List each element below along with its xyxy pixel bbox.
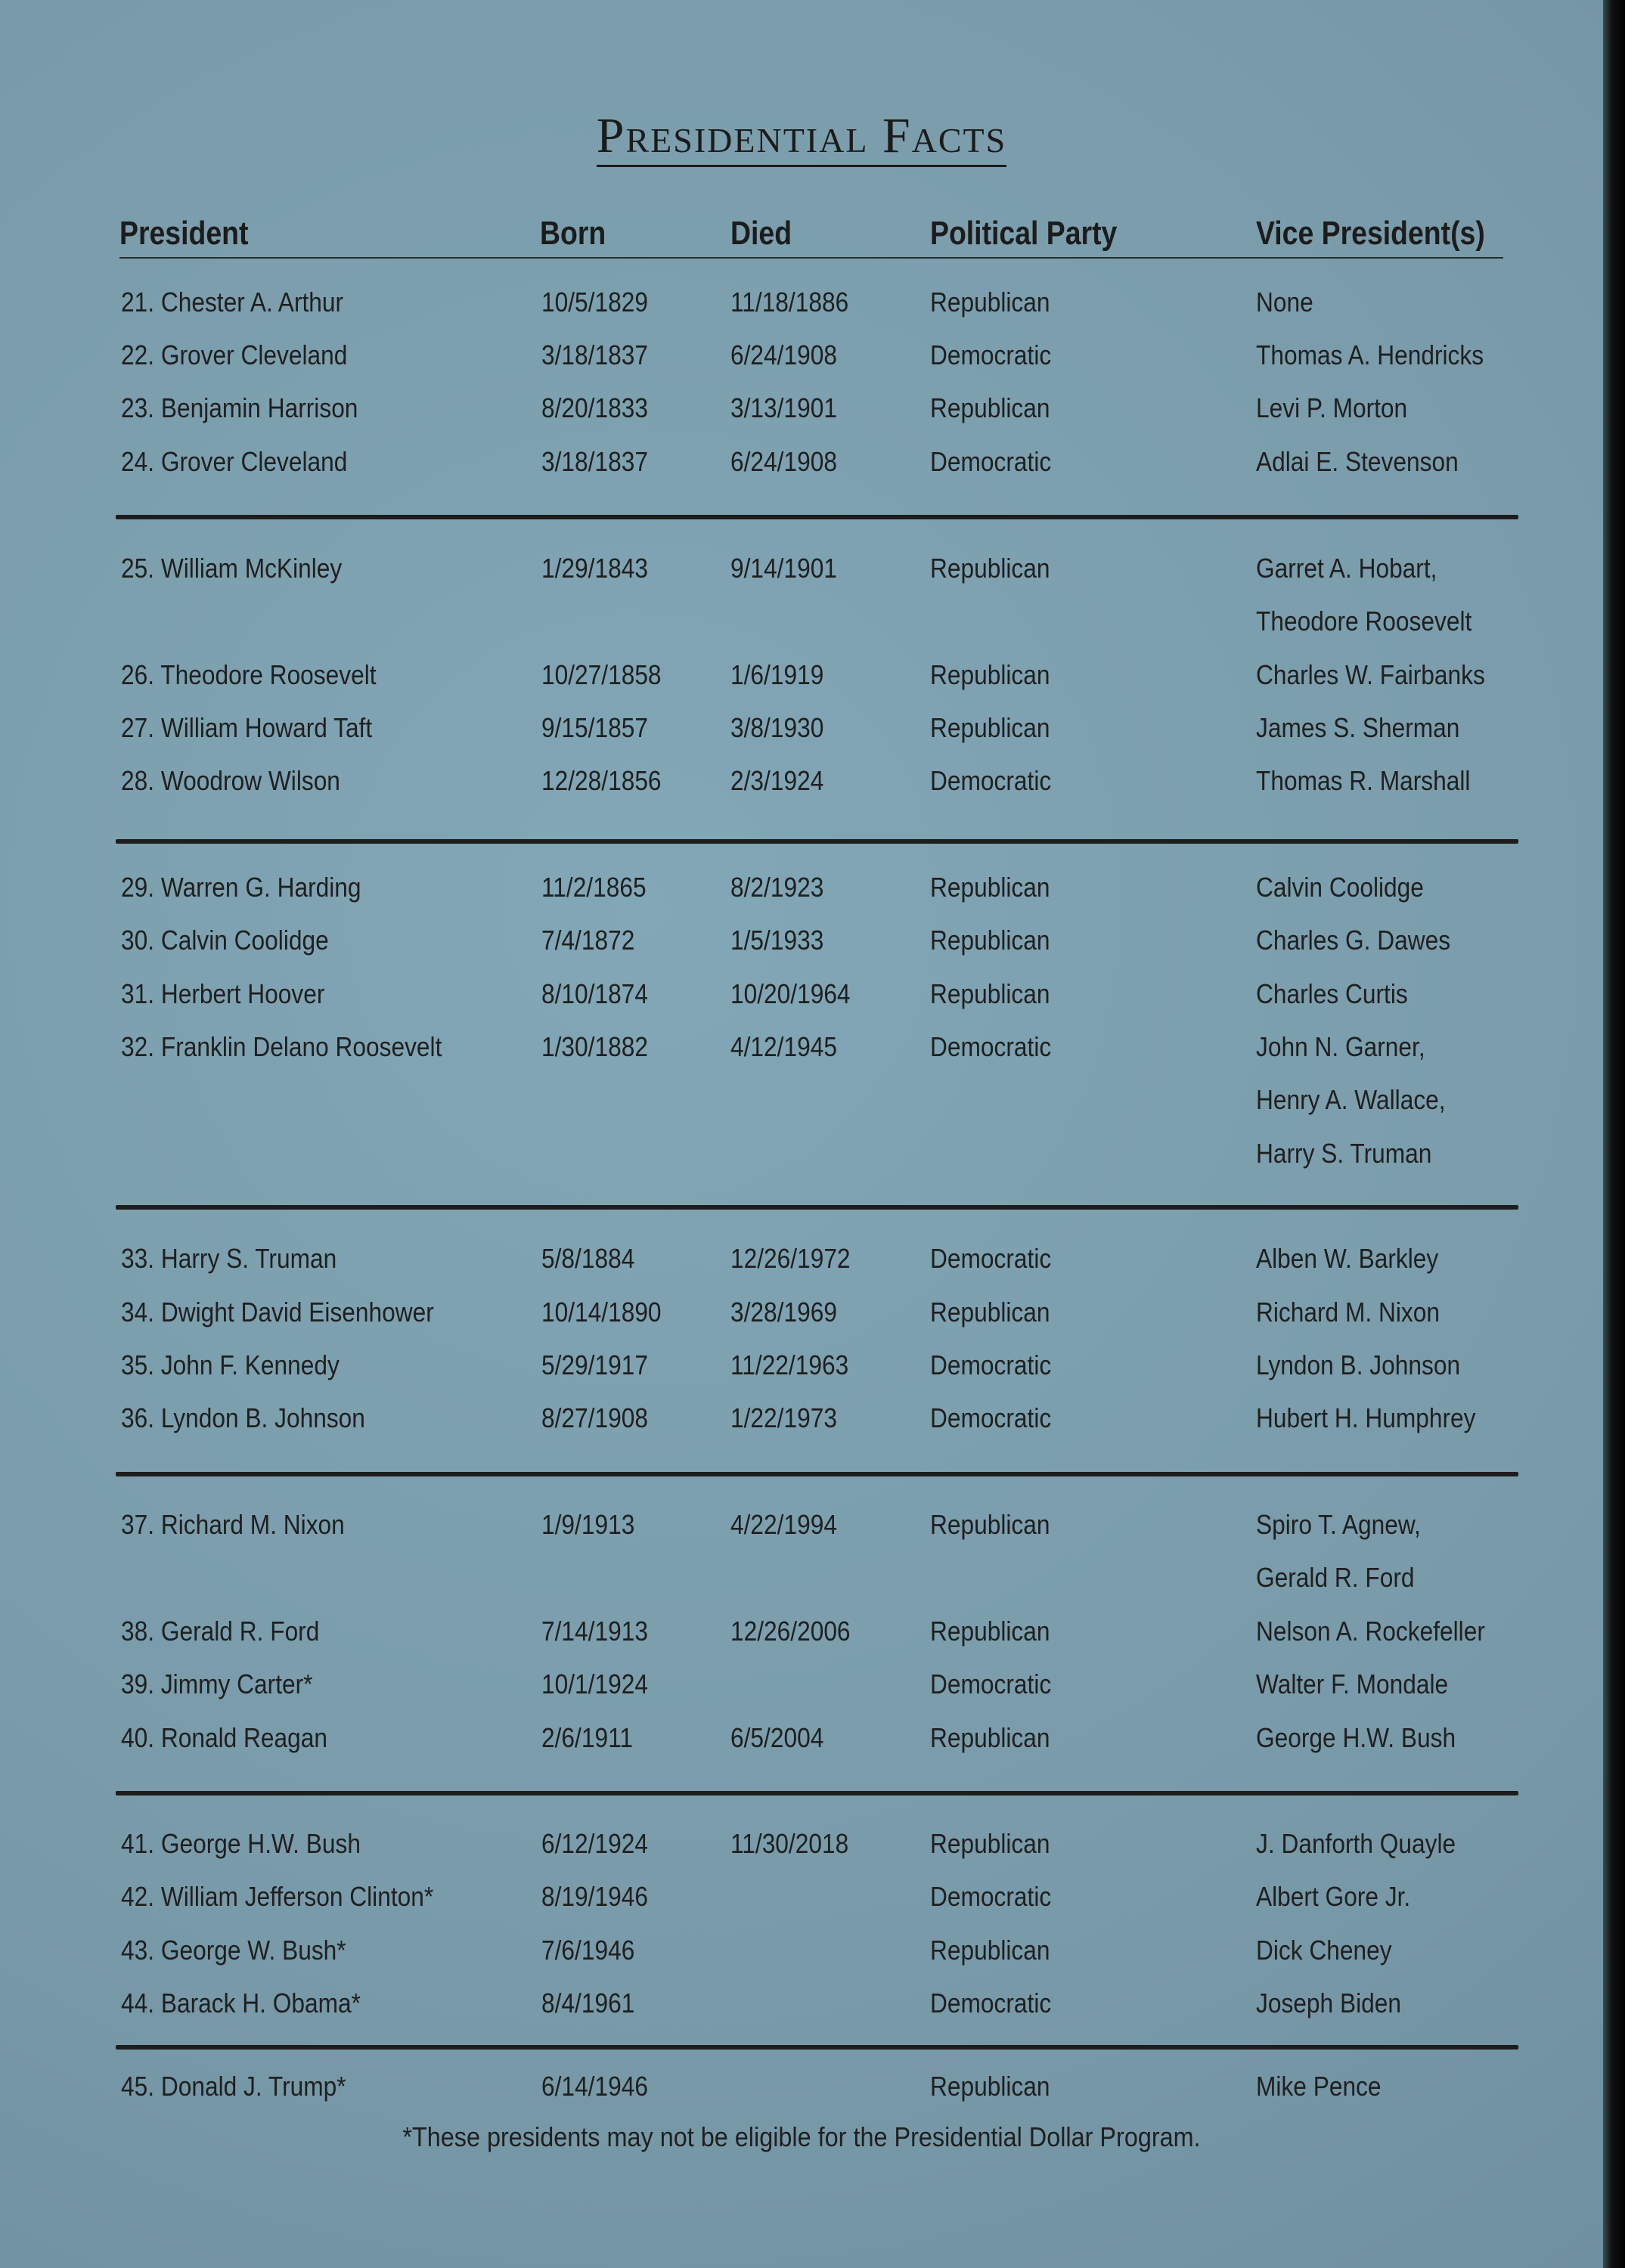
died-cell: 3/13/1901 <box>730 392 837 423</box>
president-cell: 39. Jimmy Carter* <box>121 1668 313 1699</box>
table-row <box>0 1668 1603 1714</box>
group-divider <box>116 515 1518 519</box>
table-row <box>0 872 1603 917</box>
born-cell: 10/14/1890 <box>541 1297 662 1328</box>
vp-cell: Spiro T. Agnew, <box>1256 1509 1421 1540</box>
vp-cell: Walter F. Mondale <box>1256 1668 1449 1699</box>
vp-cell: Alben W. Barkley <box>1256 1243 1439 1274</box>
table-header <box>119 210 1503 259</box>
died-cell: 1/22/1973 <box>730 1402 837 1433</box>
president-cell: 25. William McKinley <box>121 553 343 584</box>
group-divider <box>116 1205 1518 1210</box>
born-cell: 6/14/1946 <box>541 2071 648 2102</box>
vp-cell: Gerald R. Ford <box>1256 1562 1415 1593</box>
born-cell: 10/27/1858 <box>541 659 662 690</box>
group-divider <box>116 2045 1518 2050</box>
column-header-died: Died <box>730 215 792 252</box>
table-row <box>0 446 1603 491</box>
table-row <box>0 978 1603 1024</box>
born-cell: 2/6/1911 <box>541 1722 633 1753</box>
group-divider <box>116 839 1518 844</box>
died-cell: 2/3/1924 <box>730 765 824 796</box>
table-row <box>0 1509 1603 1554</box>
party-cell: Republican <box>930 872 1050 903</box>
president-cell: 21. Chester A. Arthur <box>121 287 344 318</box>
table-row <box>0 1562 1603 1607</box>
vp-cell: Richard M. Nixon <box>1256 1297 1440 1328</box>
president-cell: 41. George H.W. Bush <box>121 1828 361 1859</box>
vp-cell: Garret A. Hobart, <box>1256 553 1437 584</box>
born-cell: 7/6/1946 <box>541 1935 635 1966</box>
president-cell: 23. Benjamin Harrison <box>121 392 358 423</box>
died-cell: 11/22/1963 <box>730 1349 849 1380</box>
column-header-born: Born <box>540 215 606 252</box>
died-cell: 8/2/1923 <box>730 872 824 903</box>
president-cell: 45. Donald J. Trump* <box>121 2071 346 2102</box>
party-cell: Republican <box>930 712 1050 743</box>
page-title <box>0 107 1603 165</box>
table-row <box>0 1935 1603 1980</box>
president-cell: 33. Harry S. Truman <box>121 1243 337 1274</box>
vp-cell: Charles Curtis <box>1256 978 1408 1009</box>
party-cell: Republican <box>930 978 1050 1009</box>
table-row <box>0 1402 1603 1448</box>
vp-cell: Henry A. Wallace, <box>1256 1084 1446 1115</box>
born-cell: 1/30/1882 <box>541 1031 648 1062</box>
president-cell: 24. Grover Cleveland <box>121 446 348 477</box>
group-divider <box>116 1791 1518 1796</box>
table-row <box>0 1881 1603 1926</box>
vp-cell: Theodore Roosevelt <box>1256 606 1472 637</box>
president-cell: 31. Herbert Hoover <box>121 978 325 1009</box>
party-cell: Republican <box>930 1616 1050 1647</box>
president-cell: 37. Richard M. Nixon <box>121 1509 345 1540</box>
died-cell: 3/28/1969 <box>730 1297 837 1328</box>
vp-cell: Charles W. Fairbanks <box>1256 659 1485 690</box>
column-header-party: Political Party <box>930 215 1118 252</box>
table-row <box>0 1243 1603 1288</box>
president-cell: 44. Barack H. Obama* <box>121 1988 361 2019</box>
president-cell: 26. Theodore Roosevelt <box>121 659 377 690</box>
president-cell: 38. Gerald R. Ford <box>121 1616 320 1647</box>
born-cell: 9/15/1857 <box>541 712 648 743</box>
party-cell: Republican <box>930 1935 1050 1966</box>
born-cell: 1/9/1913 <box>541 1509 635 1540</box>
born-cell: 10/1/1924 <box>541 1668 648 1699</box>
party-cell: Republican <box>930 925 1050 956</box>
table-row <box>0 392 1603 438</box>
born-cell: 10/5/1829 <box>541 287 648 318</box>
died-cell: 1/5/1933 <box>730 925 824 956</box>
table-row <box>0 1297 1603 1342</box>
born-cell: 11/2/1865 <box>541 872 647 903</box>
vp-cell: Nelson A. Rockefeller <box>1256 1616 1485 1647</box>
table-row <box>0 1616 1603 1661</box>
vp-cell: Levi P. Morton <box>1256 392 1408 423</box>
president-cell: 42. William Jefferson Clinton* <box>121 1881 434 1912</box>
died-cell: 4/12/1945 <box>730 1031 837 1062</box>
born-cell: 1/29/1843 <box>541 553 648 584</box>
born-cell: 12/28/1856 <box>541 765 662 796</box>
party-cell: Republican <box>930 287 1050 318</box>
born-cell: 8/10/1874 <box>541 978 648 1009</box>
table-row <box>0 1084 1603 1129</box>
president-cell: 36. Lyndon B. Johnson <box>121 1402 365 1433</box>
president-cell: 29. Warren G. Harding <box>121 872 361 903</box>
column-header-vp: Vice President(s) <box>1256 215 1485 252</box>
party-cell: Democratic <box>930 1668 1052 1699</box>
vp-cell: Joseph Biden <box>1256 1988 1401 2019</box>
died-cell: 3/8/1930 <box>730 712 824 743</box>
born-cell: 8/20/1833 <box>541 392 648 423</box>
vp-cell: None <box>1256 287 1313 318</box>
vp-cell: Harry S. Truman <box>1256 1138 1432 1169</box>
party-cell: Democratic <box>930 339 1052 370</box>
died-cell: 4/22/1994 <box>730 1509 837 1540</box>
page-title-text: Presidential Facts <box>597 108 1006 167</box>
vp-cell: Albert Gore Jr. <box>1256 1881 1411 1912</box>
table-row <box>0 287 1603 332</box>
born-cell: 6/12/1924 <box>541 1828 648 1859</box>
party-cell: Democratic <box>930 446 1052 477</box>
died-cell: 6/24/1908 <box>730 339 837 370</box>
party-cell: Republican <box>930 392 1050 423</box>
party-cell: Republican <box>930 1722 1050 1753</box>
vp-cell: Thomas A. Hendricks <box>1256 339 1484 370</box>
president-cell: 34. Dwight David Eisenhower <box>121 1297 434 1328</box>
party-cell: Republican <box>930 1509 1050 1540</box>
vp-cell: Calvin Coolidge <box>1256 872 1424 903</box>
party-cell: Democratic <box>930 1988 1052 2019</box>
born-cell: 5/29/1917 <box>541 1349 648 1380</box>
footnote: *These presidents may not be eligible for the Presidential Dollar Program. <box>402 2121 1201 2152</box>
died-cell: 12/26/1972 <box>730 1243 851 1274</box>
vp-cell: Hubert H. Humphrey <box>1256 1402 1476 1433</box>
president-cell: 30. Calvin Coolidge <box>121 925 329 956</box>
party-cell: Republican <box>930 2071 1050 2102</box>
born-cell: 3/18/1837 <box>541 446 648 477</box>
died-cell: 6/5/2004 <box>730 1722 824 1753</box>
party-cell: Republican <box>930 553 1050 584</box>
party-cell: Democratic <box>930 1243 1052 1274</box>
table-row <box>0 2071 1603 2116</box>
president-cell: 32. Franklin Delano Roosevelt <box>121 1031 442 1062</box>
party-cell: Democratic <box>930 1881 1052 1912</box>
table-row <box>0 1988 1603 2033</box>
born-cell: 8/27/1908 <box>541 1402 648 1433</box>
table-row <box>0 659 1603 705</box>
page-edge-shadow <box>1603 0 1625 2268</box>
vp-cell: George H.W. Bush <box>1256 1722 1456 1753</box>
president-cell: 22. Grover Cleveland <box>121 339 348 370</box>
vp-cell: Mike Pence <box>1256 2071 1382 2102</box>
party-cell: Democratic <box>930 765 1052 796</box>
president-cell: 28. Woodrow Wilson <box>121 765 340 796</box>
table-row <box>0 1722 1603 1768</box>
vp-cell: Lyndon B. Johnson <box>1256 1349 1461 1380</box>
column-header-president: President <box>119 215 249 252</box>
table-row <box>0 606 1603 651</box>
party-cell: Republican <box>930 659 1050 690</box>
died-cell: 10/20/1964 <box>730 978 851 1009</box>
born-cell: 7/4/1872 <box>541 925 635 956</box>
born-cell: 3/18/1837 <box>541 339 648 370</box>
vp-cell: Thomas R. Marshall <box>1256 765 1471 796</box>
vp-cell: John N. Garner, <box>1256 1031 1425 1062</box>
table-row <box>0 1828 1603 1873</box>
vp-cell: James S. Sherman <box>1256 712 1460 743</box>
died-cell: 11/18/1886 <box>730 287 849 318</box>
president-cell: 43. George W. Bush* <box>121 1935 346 1966</box>
table-row <box>0 553 1603 598</box>
party-cell: Democratic <box>930 1031 1052 1062</box>
vp-cell: Adlai E. Stevenson <box>1256 446 1459 477</box>
died-cell: 12/26/2006 <box>730 1616 851 1647</box>
president-cell: 40. Ronald Reagan <box>121 1722 328 1753</box>
born-cell: 8/4/1961 <box>541 1988 635 2019</box>
died-cell: 6/24/1908 <box>730 446 837 477</box>
vp-cell: Charles G. Dawes <box>1256 925 1451 956</box>
table-row <box>0 1349 1603 1395</box>
president-cell: 35. John F. Kennedy <box>121 1349 340 1380</box>
born-cell: 7/14/1913 <box>541 1616 648 1647</box>
born-cell: 5/8/1884 <box>541 1243 635 1274</box>
party-cell: Democratic <box>930 1349 1052 1380</box>
table-row <box>0 765 1603 810</box>
group-divider <box>116 1472 1518 1476</box>
vp-cell: J. Danforth Quayle <box>1256 1828 1456 1859</box>
party-cell: Republican <box>930 1828 1050 1859</box>
table-row <box>0 339 1603 385</box>
born-cell: 8/19/1946 <box>541 1881 648 1912</box>
president-cell: 27. William Howard Taft <box>121 712 373 743</box>
died-cell: 11/30/2018 <box>730 1828 849 1859</box>
died-cell: 1/6/1919 <box>730 659 824 690</box>
table-row <box>0 925 1603 970</box>
vp-cell: Dick Cheney <box>1256 1935 1392 1966</box>
died-cell: 9/14/1901 <box>730 553 837 584</box>
table-row <box>0 1031 1603 1077</box>
party-cell: Democratic <box>930 1402 1052 1433</box>
table-row <box>0 1138 1603 1183</box>
party-cell: Republican <box>930 1297 1050 1328</box>
table-row <box>0 712 1603 758</box>
